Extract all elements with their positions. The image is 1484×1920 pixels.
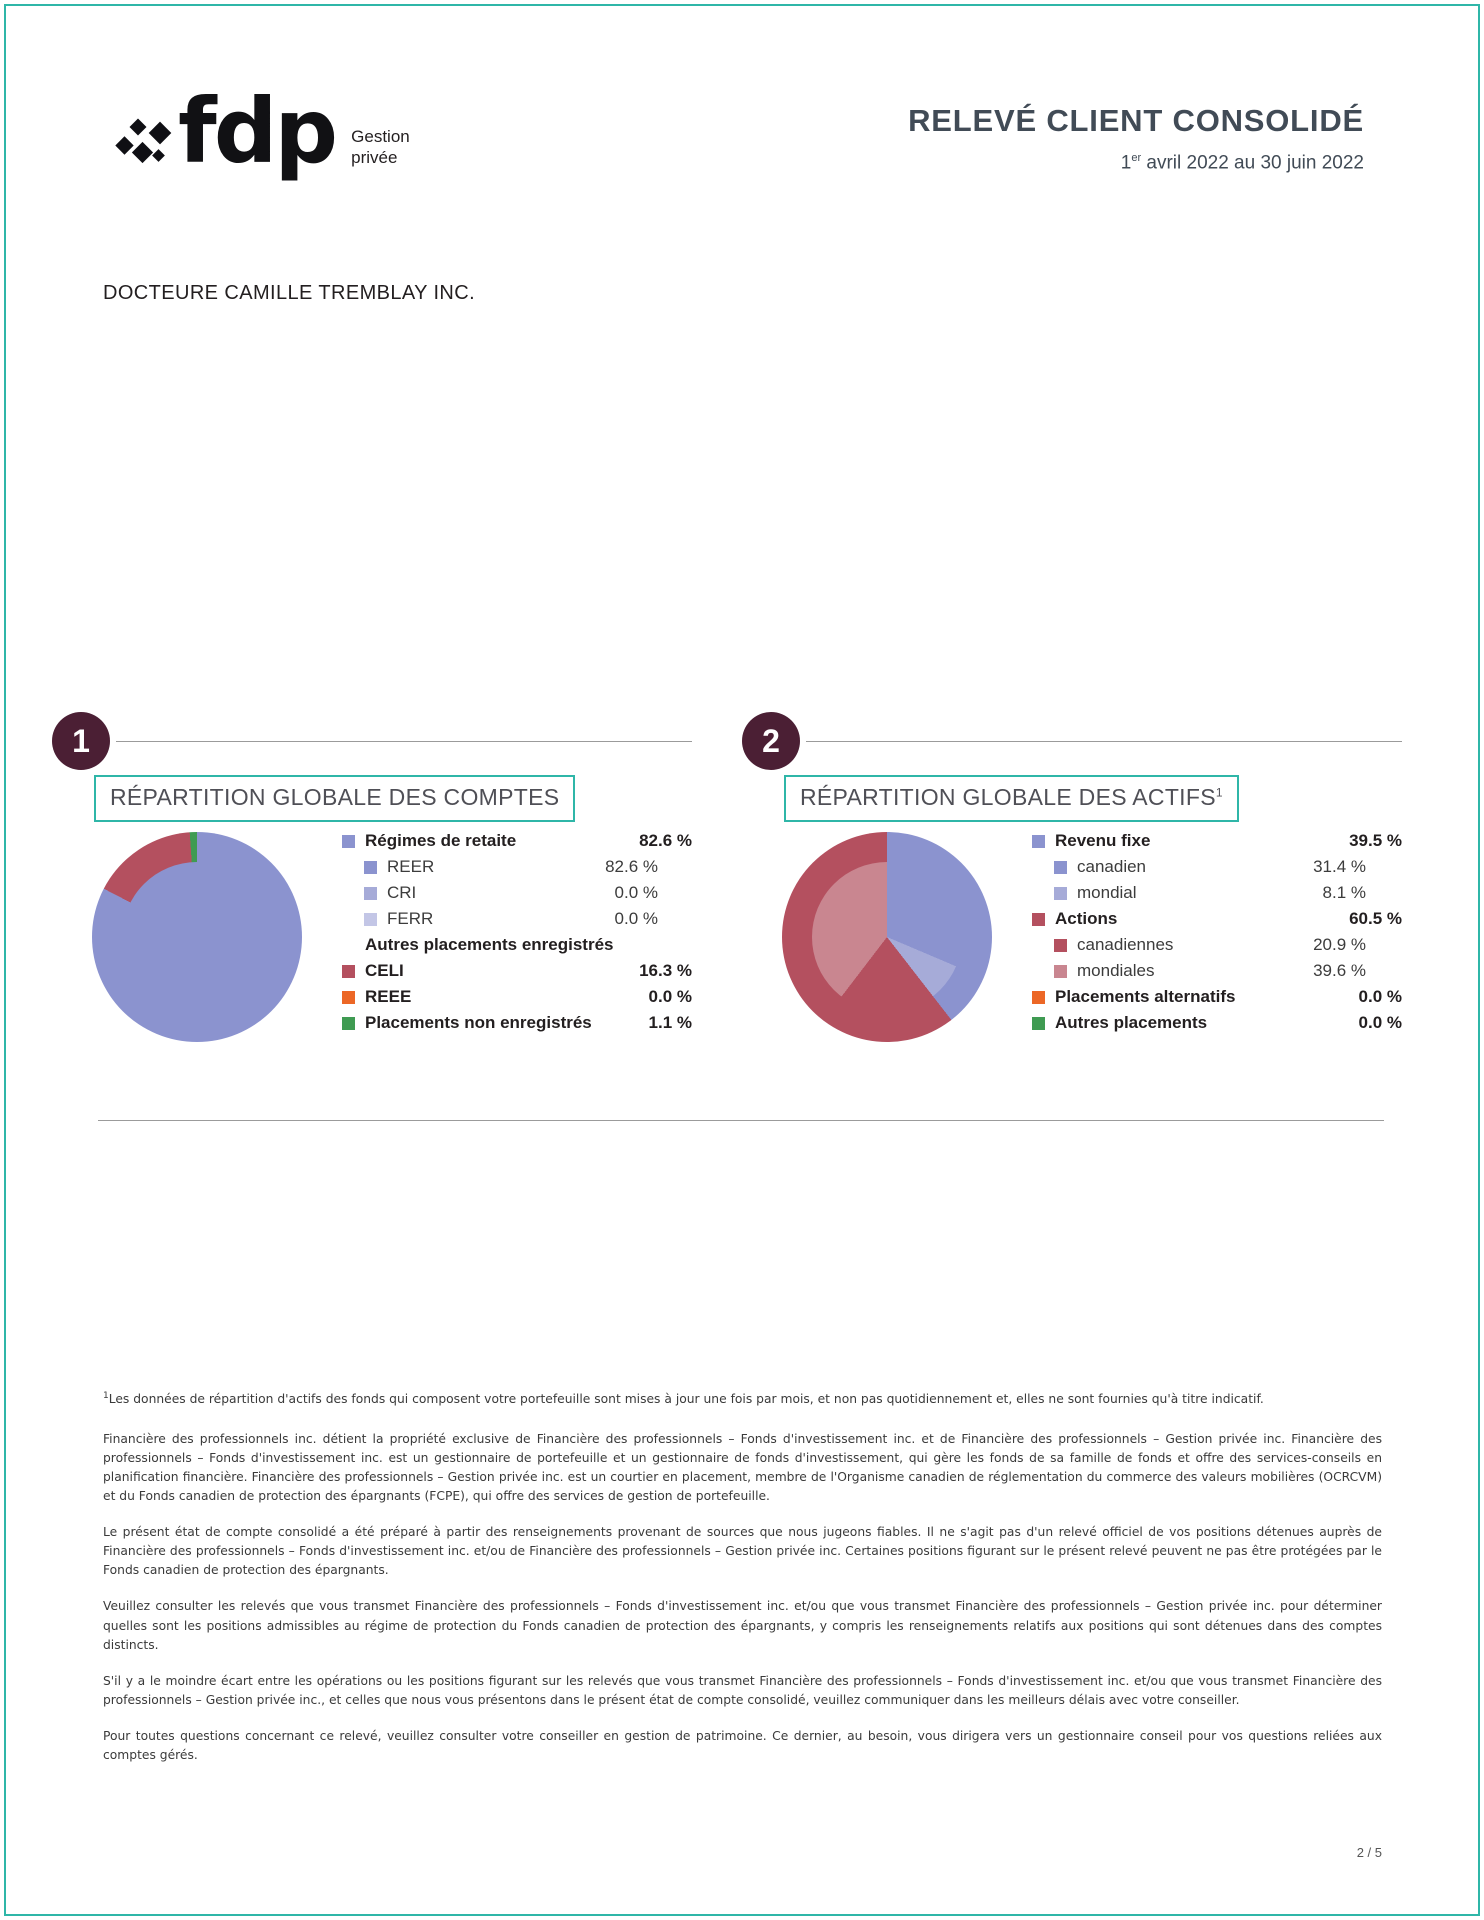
legend-value: 1.1 % [648,1013,692,1032]
legal-notes [103,1390,1382,1782]
assets-chart-row [742,822,1402,1062]
legend-label: mondiales [1077,961,1155,980]
legend-item [1032,828,1402,854]
assets-donut-inner [812,862,962,1012]
footnote-marker: 1 [103,1391,109,1401]
footnote-paragraph [103,1390,1382,1409]
statement-period [908,152,1364,174]
legend-item [342,854,692,880]
legend-swatch [1032,991,1045,1004]
legend-swatch [364,913,377,926]
section-1-title-box [94,775,575,822]
diamonds-icon [118,113,176,175]
legend-item [342,958,692,984]
legend-swatch [342,965,355,978]
section-1-title: RÉPARTITION GLOBALE DES COMPTES [110,784,560,810]
section-2-rule [806,741,1402,742]
legend-label: canadiennes [1077,935,1174,954]
legend-item [1032,854,1402,880]
assets-legend [1032,828,1402,1036]
legend-swatch [342,991,355,1004]
legend-value: 60.5 % [1349,909,1402,928]
legend-label: Régimes de retaite [365,831,517,850]
legend-label: Placements non enregistrés [365,1013,592,1032]
legend-item [342,1010,692,1036]
section-bottom-rule [98,1120,1384,1121]
legend-value: 0.0 % [648,987,692,1006]
section-2-title [800,784,1223,810]
legend-value: 0.0 % [1358,987,1402,1006]
legend-swatch [342,835,355,848]
legend-value: 39.6 % [1313,961,1366,980]
section-2-title-text: RÉPARTITION GLOBALE DES ACTIFS [800,784,1216,810]
legend-label: canadien [1077,857,1147,876]
legend-swatch [1032,913,1045,926]
section-2-header [742,712,1402,810]
fdp-logo [118,79,410,183]
page-title: RELEVÉ CLIENT CONSOLIDÉ [908,103,1364,138]
legend-swatch [1032,835,1045,848]
legend-item [342,984,692,1010]
section-2-title-sup: 1 [1215,785,1223,800]
legend-value: 0.0 % [614,909,658,928]
period-sup: er [1131,152,1142,164]
legend-value: 39.5 % [1349,831,1402,850]
legend-item [342,880,692,906]
legend-label: Actions [1055,909,1118,928]
legend-group-heading [342,932,692,958]
page-number: 2 / 5 [1356,1845,1382,1860]
legal-paragraph-3: Veuillez consulter les relevés que vous transmet Financière des professionnels – Fonds d'investissement inc. et/ou que vous transmet Financière des professionnels – Gestion privée inc. pour déterminer quelles sont les positions admissibles au régime de protection du Fonds canadien de protection des épargnants, y compris les renseignements relatifs aux positions qui sont détenues dans des comptes distincts. [103,1599,1382,1652]
legend-label: CELI [365,961,404,980]
legend-label: REEE [365,987,412,1006]
legend-swatch [1054,861,1067,874]
document-header [0,79,1484,215]
section-1-header [52,712,692,810]
section-1-rule [116,741,692,742]
legend-swatch [342,1017,355,1030]
accounts-donut-outer [92,832,302,1042]
legend-value: 16.3 % [639,961,692,980]
legend-label: Autres placements [1055,1013,1208,1032]
assets-donut-chart [782,832,1022,1062]
legend-label: mondial [1077,883,1137,902]
logo-subtitle-line1: Gestion [351,127,410,146]
section-2-badge: 2 [742,712,800,770]
legend-value: 0.0 % [614,883,658,902]
footnote-text: Les données de répartition d'actifs des fonds qui composent votre portefeuille sont mises à jour une fois par mois, et non pas quotidiennement et, elles ne sont fournies qu'à titre indicatif. [108,1392,1264,1407]
legend-swatch [1054,887,1067,900]
logo-subtitle [351,126,410,169]
client-name: DOCTEURE CAMILLE TREMBLAY INC. [103,282,476,304]
legend-value: 82.6 % [605,857,658,876]
section-assets-allocation [742,712,1402,1032]
accounts-donut-inner [122,862,272,1012]
legend-swatch [1032,1017,1045,1030]
legal-paragraph-1: Financière des professionnels inc. détient la propriété exclusive de Financière des professionnels – Fonds d'investissement inc. et de Financière des professionnels – Gestion privée inc. Financière des professionnels – Fonds d'investissement inc. est un gestionnaire de portefeuille et un gestionnaire de fonds d'investissement, qui gère les fonds de sa famille de fonds et offre des services-conseils en planification financière. Financière des professionnels – Gestion privée inc. est un courtier en placement, membre de l'Organisme canadien de réglementation du commerce des valeurs mobilières (OCRCVM) et du Fonds canadien de protection des épargnants (FCPE), qui offre des services de gestion de portefeuille. [103,1432,1382,1504]
legend-value: 82.6 % [639,831,692,850]
logo-wordmark: fdp [178,79,336,183]
legend-item [1032,932,1402,958]
legend-item [1032,880,1402,906]
legend-label: REER [387,857,435,876]
section-1-badge: 1 [52,712,110,770]
period-rest: avril 2022 au 30 juin 2022 [1141,152,1364,174]
legend-value: 8.1 % [1322,883,1366,902]
legal-paragraph-4: S'il y a le moindre écart entre les opérations ou les positions figurant sur les relevés que vous transmet Financière des professionnels – Fonds d'investissement inc. et/ou que vous transmet Financière des professionnels – Gestion privée inc., et celles que nous vous présentons dans le présent état de compte consolidé, veuillez communiquer dans les meilleurs délais avec votre conseiller. [103,1673,1382,1707]
legend-value: 0.0 % [1358,1013,1402,1032]
legend-value: 20.9 % [1313,935,1366,954]
accounts-chart-row [52,822,692,1062]
legend-label: Autres placements enregistrés [365,935,614,954]
legend-swatch [364,887,377,900]
legend-label: FERR [387,909,434,928]
legend-item [1032,958,1402,984]
legend-item [1032,984,1402,1010]
legend-label: CRI [387,883,417,902]
legend-label: Revenu fixe [1055,831,1151,850]
accounts-donut-chart [92,832,332,1062]
legend-value: 31.4 % [1313,857,1366,876]
legend-swatch [1054,939,1067,952]
document-title-block [908,103,1364,174]
legend-item [1032,1010,1402,1036]
accounts-legend [342,828,692,1036]
legend-label: Placements alternatifs [1055,987,1236,1006]
legend-swatch [1054,965,1067,978]
section-2-title-box [784,775,1239,822]
legend-item [342,828,692,854]
legend-item [342,906,692,932]
logo-subtitle-line2: privée [351,148,398,168]
legend-item [1032,906,1402,932]
legend-swatch [364,861,377,874]
legal-paragraph-2: Le présent état de compte consolidé a été préparé à partir des renseignements provenant de sources que nous jugeons fiables. Il ne s'agit pas d'un relevé officiel de vos positions détenues auprès de Financière des professionnels – Fonds d'investissement inc. et/ou de Financière des professionnels – Gestion privée inc. Certaines positions figurant sur le présent relevé peuvent ne pas être protégées par le Fonds canadien de protection des épargnants. [103,1525,1382,1578]
assets-donut-outer [782,832,992,1042]
period-prefix: 1 [1120,152,1132,174]
legal-paragraph-5: Pour toutes questions concernant ce relevé, veuillez consulter votre conseiller en gestion de patrimoine. Ce dernier, au besoin, vous dirigera vers un gestionnaire conseil pour vos questions reliées aux comptes gérés. [103,1728,1382,1762]
section-accounts-allocation [52,712,692,1032]
